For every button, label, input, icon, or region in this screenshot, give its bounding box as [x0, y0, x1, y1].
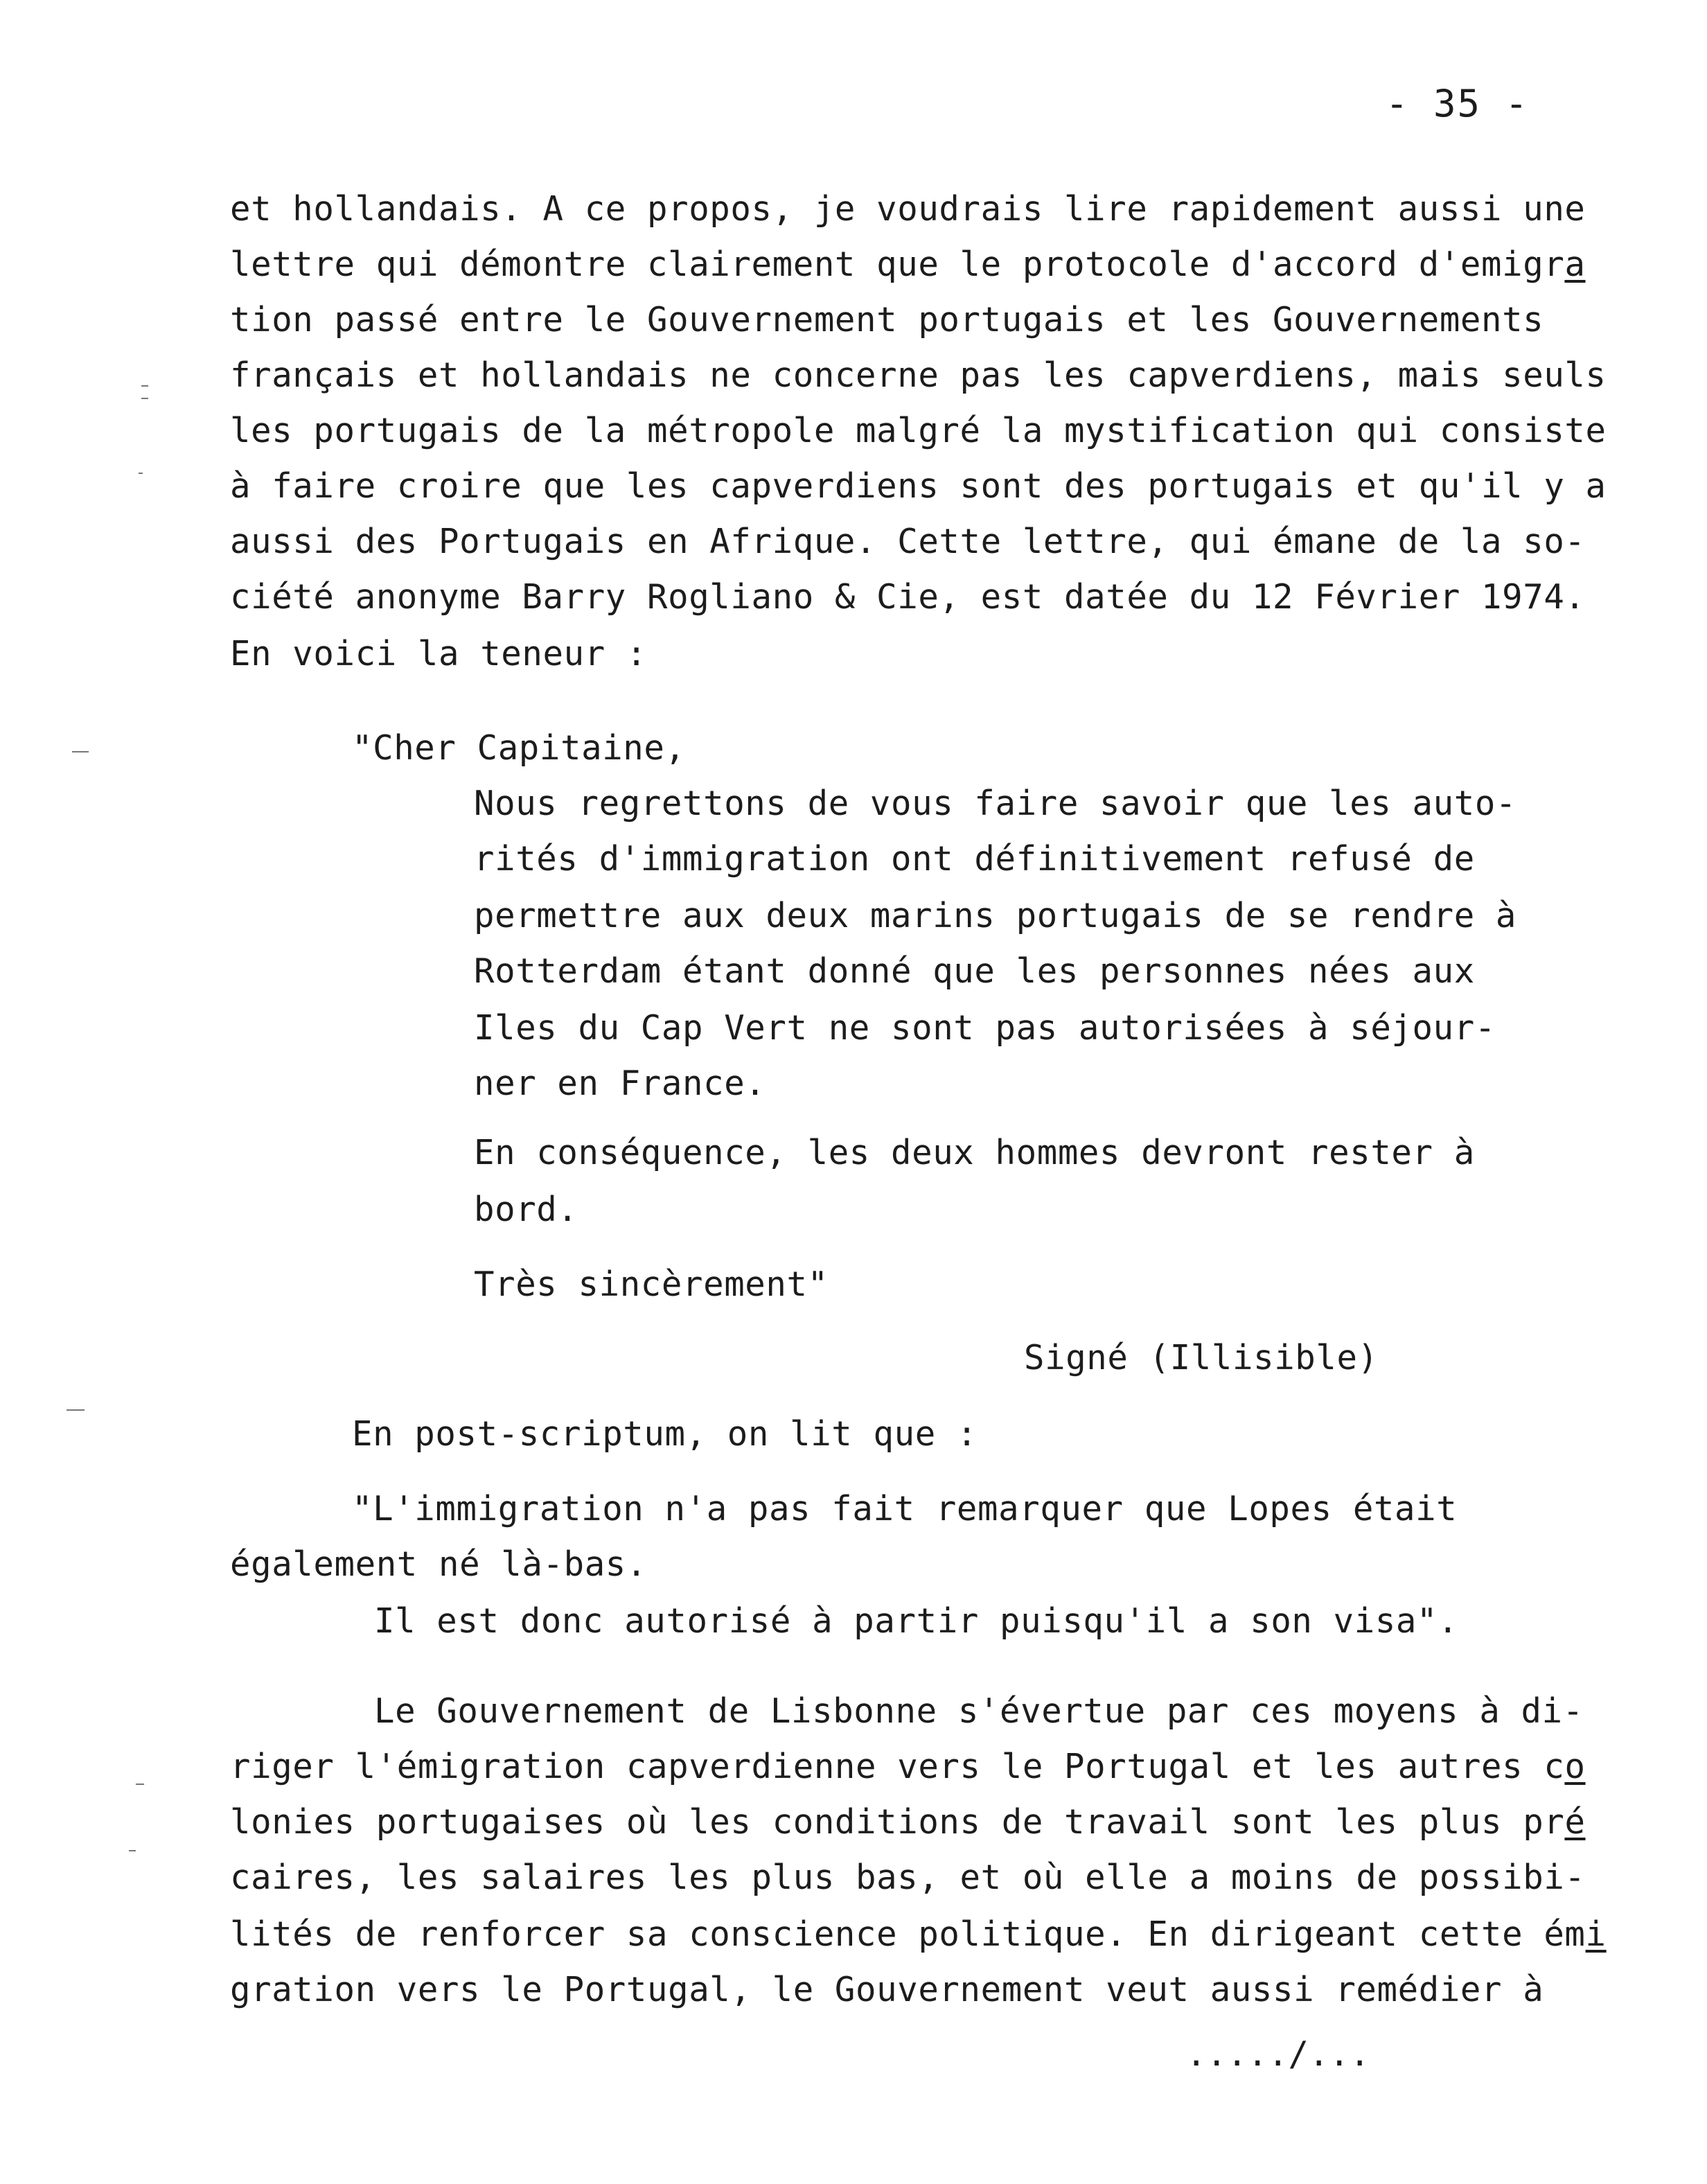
margin-mark — [141, 385, 148, 387]
text-line: lités de renforcer sa conscience politique. En dirigeant cette émi — [230, 1914, 1607, 1954]
letter-line: Iles du Cap Vert ne sont pas autorisées à séjour- — [474, 1008, 1496, 1048]
margin-mark — [129, 1850, 136, 1851]
letter-line: rités d'immigration ont définitivement refusé de — [474, 839, 1475, 879]
postscript-line: également né là-bas. — [230, 1544, 648, 1584]
letter-line: En conséquence, les deux hommes devront rester à — [474, 1133, 1475, 1172]
text-line: et hollandais. A ce propos, je voudrais lire rapidement aussi une — [230, 189, 1586, 229]
text-line: ciété anonyme Barry Rogliano & Cie, est datée du 12 Février 1974. — [230, 577, 1586, 617]
text-line: à faire croire que les capverdiens sont des portugais et qu'il y a — [230, 466, 1607, 506]
letter-line: ner en France. — [474, 1064, 766, 1103]
postscript-intro: En post-scriptum, on lit que : — [352, 1414, 978, 1454]
text-line: En voici la teneur : — [230, 634, 648, 673]
letter-closing: Très sincèrement" — [474, 1265, 829, 1304]
text-line: français et hollandais ne concerne pas les capverdiens, mais seuls — [230, 355, 1607, 395]
letter-salutation: "Cher Capitaine, — [352, 728, 686, 768]
margin-mark — [67, 1409, 85, 1411]
text-line: lonies portugaises où les conditions de travail sont les plus pré — [230, 1802, 1586, 1842]
letter-line: Nous regrettons de vous faire savoir que les auto- — [474, 784, 1517, 823]
page-number: - 35 - — [1386, 82, 1530, 125]
text-line: lettre qui démontre clairement que le protocole d'accord d'emigra — [230, 245, 1586, 284]
text-line: gration vers le Portugal, le Gouvernement veut aussi remédier à — [230, 1970, 1544, 2009]
letter-line: Rotterdam étant donné que les personnes nées aux — [474, 951, 1475, 991]
margin-mark — [72, 751, 89, 752]
continuation-mark: ...../... — [1186, 2034, 1370, 2074]
text-line: les portugais de la métropole malgré la mystification qui consiste — [230, 411, 1607, 450]
letter-signature: Signé (Illisible) — [1024, 1338, 1379, 1377]
text-line: riger l'émigration capverdienne vers le Portugal et les autres co — [230, 1747, 1586, 1786]
postscript-line: "L'immigration n'a pas fait remarquer que Lopes était — [352, 1489, 1458, 1529]
margin-mark — [139, 473, 143, 474]
letter-line: bord. — [474, 1190, 578, 1229]
text-line: tion passé entre le Gouvernement portugais et les Gouvernements — [230, 300, 1544, 340]
postscript-line: Il est donc autorisé à partir puisqu'il a son visa". — [374, 1601, 1459, 1641]
text-line: aussi des Portugais en Afrique. Cette lettre, qui émane de la so- — [230, 522, 1586, 561]
margin-mark — [136, 1784, 144, 1785]
margin-mark — [141, 398, 148, 399]
text-line: Le Gouvernement de Lisbonne s'évertue par ces moyens à di- — [374, 1691, 1584, 1731]
letter-line: permettre aux deux marins portugais de se rendre à — [474, 896, 1517, 935]
text-line: caires, les salaires les plus bas, et où elle a moins de possibi- — [230, 1858, 1586, 1897]
